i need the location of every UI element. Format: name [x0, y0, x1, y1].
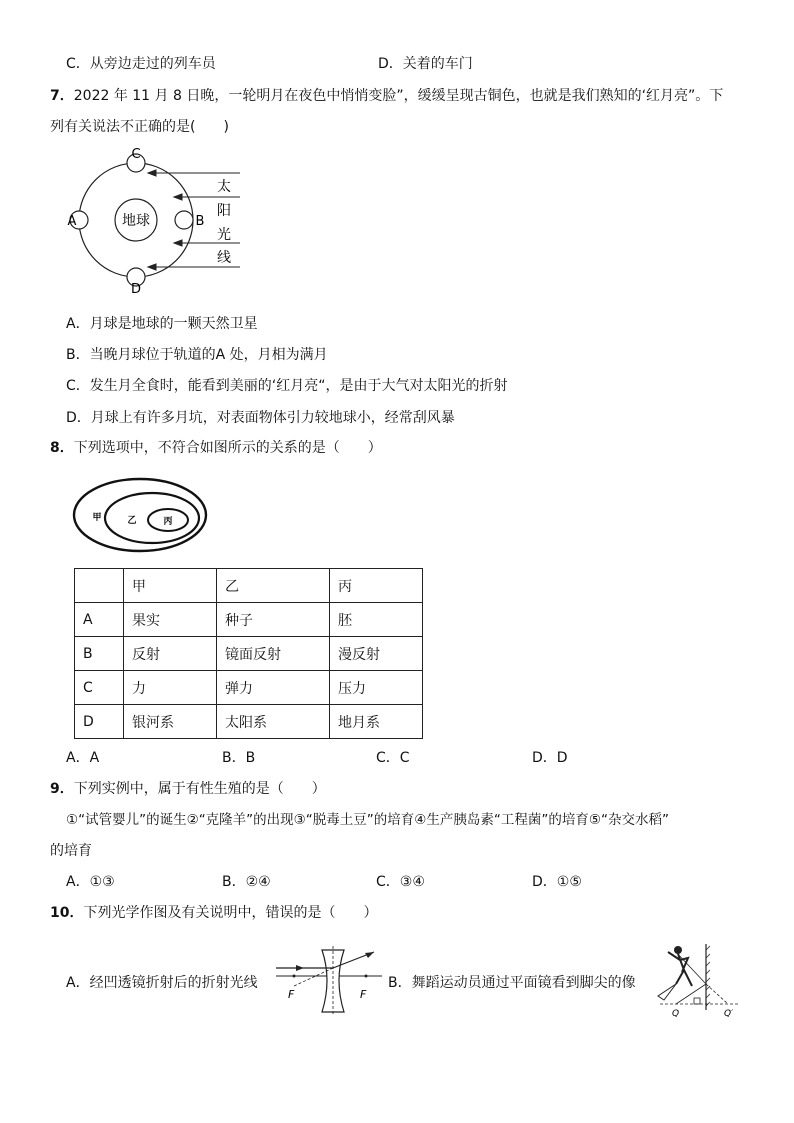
table-cell	[75, 569, 124, 603]
table-cell: 反射	[124, 637, 217, 671]
sunlight-char-1: 太	[217, 179, 231, 195]
table-cell: 胚	[330, 603, 423, 637]
table-cell: 果实	[124, 603, 217, 637]
table-header-row	[75, 569, 423, 603]
focus-label-left: F	[288, 988, 295, 1001]
q10-number: 10．	[50, 905, 84, 921]
q7-orbit-diagram	[60, 145, 250, 297]
table-cell: 丙	[330, 569, 423, 603]
reflected-ray	[676, 952, 706, 984]
earth-label: 地球	[122, 213, 150, 229]
q7-number: 7．	[50, 88, 74, 104]
table-cell: 乙	[217, 569, 330, 603]
q9-stem: 9．下列实例中，属于有性生殖的是（ ）	[50, 781, 326, 797]
q10-option-a: A．经凹透镜折射后的折射光线	[66, 975, 258, 991]
ellipse-middle	[105, 493, 199, 543]
label-a: A	[67, 214, 77, 229]
q8-option-c: C．C	[376, 750, 410, 766]
concave-lens-diagram	[274, 946, 384, 1020]
label-yi: 乙	[127, 516, 137, 526]
q8-stem: 8．下列选项中，不符合如图所示的关系的是（ ）	[50, 440, 382, 456]
focus-point-left	[293, 975, 296, 978]
q9-option-d: D．①⑤	[532, 874, 582, 890]
q7-option-c: C．发生月全食时，能看到美丽的‘红月亮“，是由于大气对太阳光的折射	[66, 378, 508, 394]
q8-number: 8．	[50, 440, 74, 456]
label-c: C	[131, 147, 141, 162]
point-q-prime-label: Q′	[724, 1009, 734, 1018]
q8-option-d: D．D	[532, 750, 568, 766]
table-cell: B	[75, 637, 124, 671]
table-cell: D	[75, 705, 124, 739]
table-cell: 种子	[217, 603, 330, 637]
ray-arrow	[296, 965, 304, 971]
dancer-skirt-icon	[658, 984, 676, 1000]
table-cell: 银河系	[124, 705, 217, 739]
q7-option-d: D．月球上有许多月坑，对表面物体引力较地球小，经常刮风暴	[66, 410, 455, 426]
table-row	[75, 671, 423, 705]
q7-option-a: A．月球是地球的一颗天然卫星	[66, 316, 258, 332]
focus-point-right	[365, 975, 368, 978]
table-cell: 力	[124, 671, 217, 705]
q9-option-a: A．①③	[66, 874, 115, 890]
right-angle-mark	[694, 998, 700, 1004]
dancer-figure-icon	[668, 952, 692, 986]
table-row	[75, 705, 423, 739]
table-cell: 太阳系	[217, 705, 330, 739]
q7-stem-line2: 列有关说法不正确的是( )	[50, 119, 229, 135]
label-bing: 丙	[163, 517, 173, 527]
q7-option-b: B．当晚月球位于轨道的A 处，月相为满月	[66, 347, 328, 363]
q10-option-b: B．舞蹈运动员通过平面镜看到脚尖的像	[388, 975, 636, 991]
incident-ray-from-toe	[676, 984, 706, 1004]
q10-stem: 10．下列光学作图及有关说明中，错误的是（ ）	[50, 905, 378, 921]
table-cell: C	[75, 671, 124, 705]
q8-nested-ellipses	[72, 476, 212, 556]
q9-option-b: B．②④	[222, 874, 271, 890]
focus-label-right: F	[360, 988, 367, 1001]
moon-position-b	[175, 211, 193, 229]
q8-table	[74, 568, 423, 739]
table-cell: 地月系	[330, 705, 423, 739]
table-row	[75, 603, 423, 637]
table-row	[75, 637, 423, 671]
table-cell: 弹力	[217, 671, 330, 705]
table-cell: 镜面反射	[217, 637, 330, 671]
q8-option-b: B．B	[222, 750, 256, 766]
q7-stem-line1: 7．2022 年 11 月 8 日晚，一轮明月在夜色中悄悄变脸”，缓缓呈现古铜色，也就是我们熟知的‘红月亮”。下	[50, 88, 724, 104]
sunlight-char-2: 阳	[217, 203, 231, 219]
table-cell: 漫反射	[330, 637, 423, 671]
label-d: D	[130, 282, 142, 297]
q6-option-d: D．关着的车门	[378, 56, 473, 72]
q6-option-c: C．从旁边走过的列车员	[66, 56, 216, 72]
ray-arrow	[365, 952, 374, 958]
table-cell: A	[75, 603, 124, 637]
table-cell: 压力	[330, 671, 423, 705]
label-jia: 甲	[92, 513, 102, 523]
q9-number: 9．	[50, 781, 74, 797]
q9-option-c: C．③④	[376, 874, 425, 890]
point-q-label: Q	[672, 1009, 680, 1018]
table-cell: 甲	[124, 569, 217, 603]
dancer-head-icon	[674, 946, 682, 954]
sunlight-char-3: 光	[217, 227, 231, 243]
q9-items-line2: 的培育	[50, 843, 92, 859]
q9-items-line1: ①“试管婴儿”的诞生②“克隆羊”的出现③“脱毒土豆”的培育④生产胰岛素“工程菌”的培育⑤“杂交水稻”	[66, 812, 669, 828]
plane-mirror-dancer-diagram	[652, 940, 742, 1018]
q8-option-a: A．A	[66, 750, 100, 766]
label-b: B	[195, 214, 205, 229]
sunlight-char-4: 线	[217, 250, 231, 266]
